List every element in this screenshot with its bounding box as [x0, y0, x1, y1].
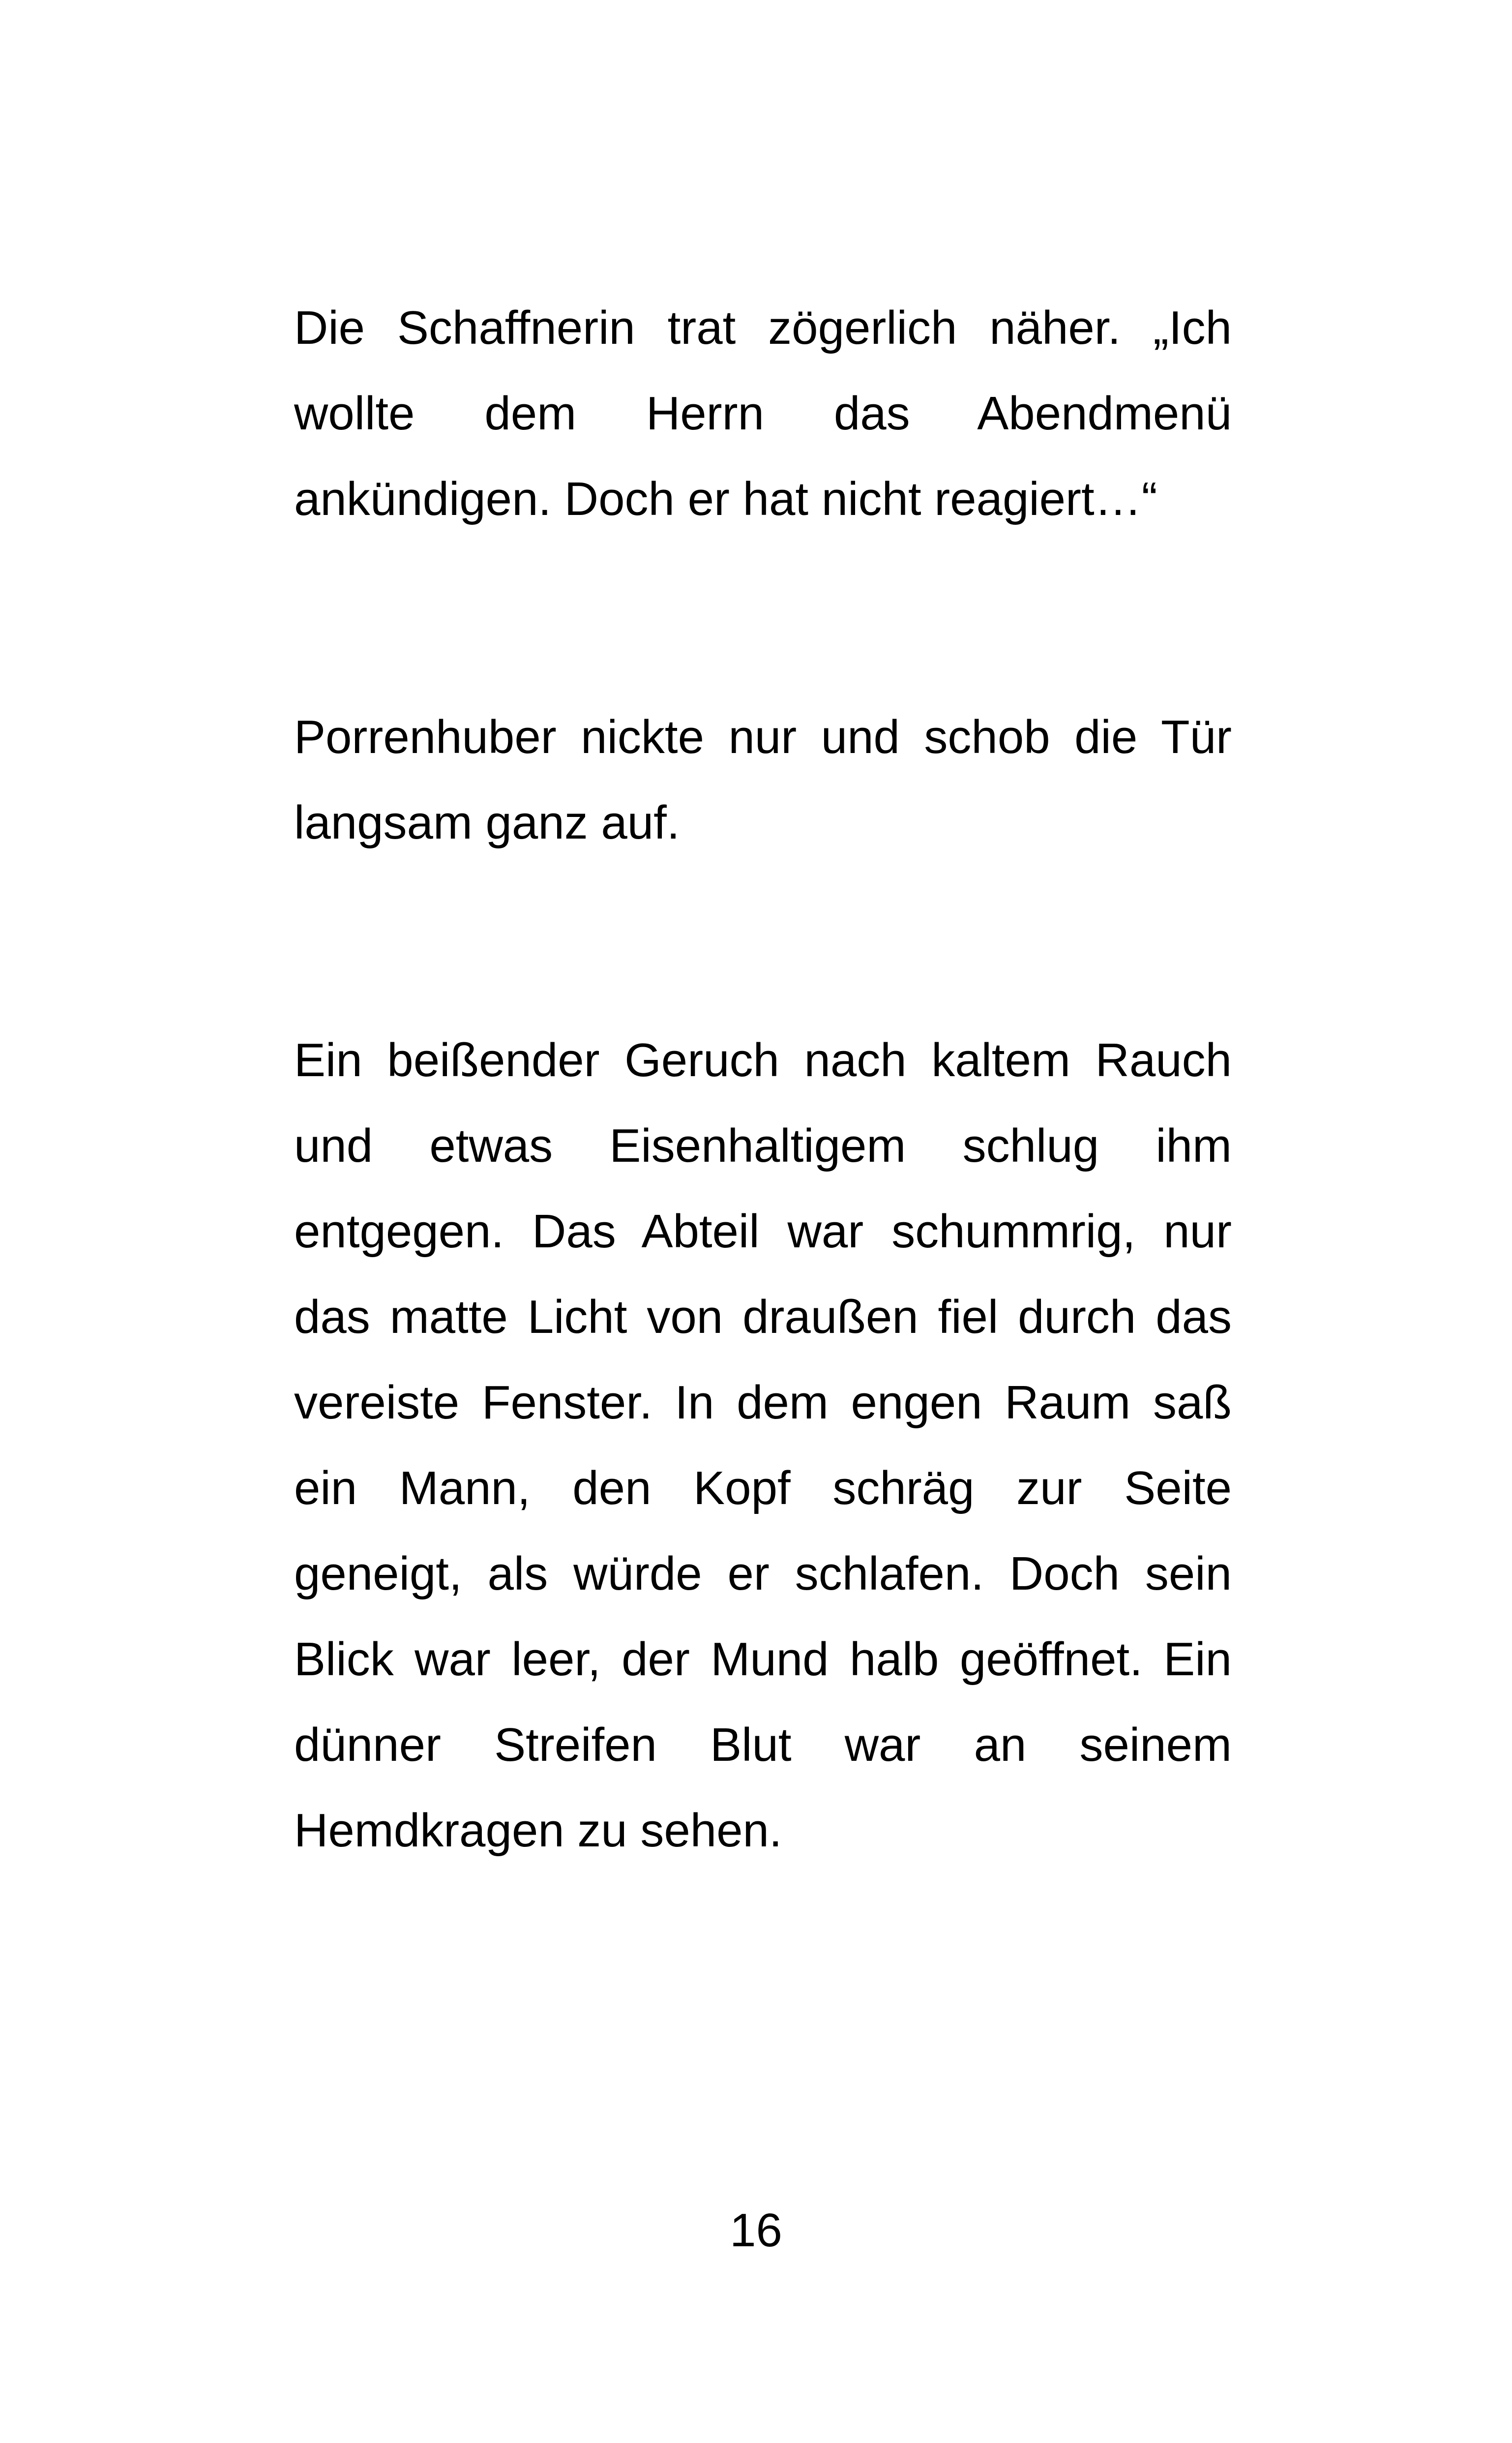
page-number: 16: [730, 2204, 782, 2257]
paragraph-3: Ein beißender Geruch nach kaltem Rauch und etwas Eisenhaltigem schlug ihm entgegen. Das Abteil war schummrig, nur das matte Licht von draußen fiel durch das vereiste Fenster. In dem engen Raum saß ein Mann, den Kopf schräg zur Seite geneigt, als würde er schlafen. Doch sein Blick war leer, der Mund halb geöffnet. Ein dünner Streifen Blut war an seinem Hemdkragen zu sehen.: [294, 1034, 1232, 1857]
paragraph-1: Die Schaffnerin trat zögerlich näher. „Ich wollte dem Herrn das Abendmenü ankündigen. Doch er hat nicht reagiert…“: [294, 302, 1232, 525]
paragraph-2: Porrenhuber nickte nur und schob die Tür langsam ganz auf.: [294, 711, 1232, 849]
